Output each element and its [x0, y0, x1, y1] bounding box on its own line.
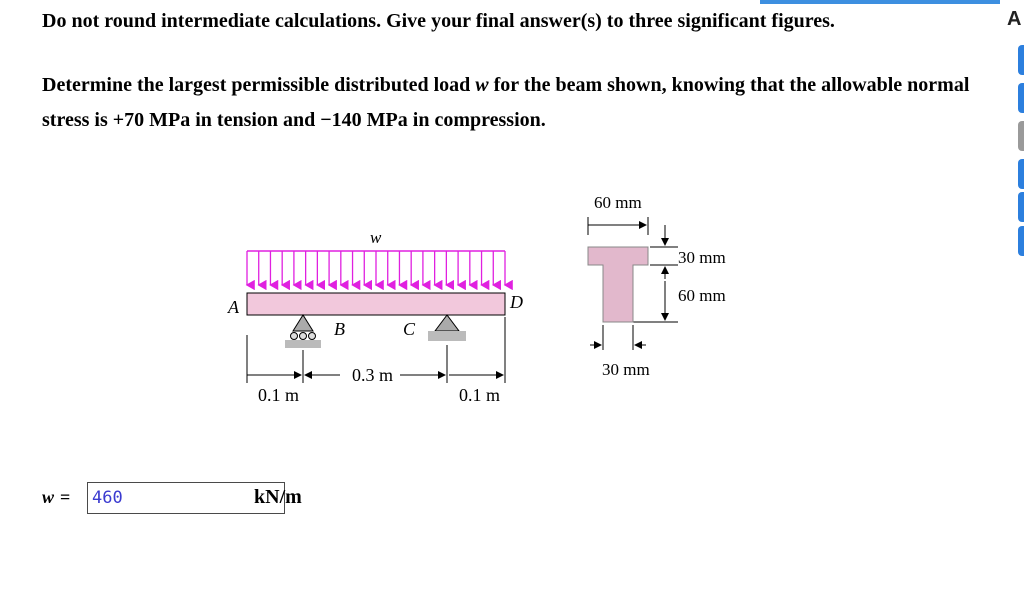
section-web-width-label: 30 mm: [602, 360, 650, 379]
beam-figure: [200, 185, 760, 415]
point-d-label: D: [510, 292, 523, 312]
side-tab-strip: [1018, 0, 1024, 591]
side-tab-4[interactable]: [1018, 159, 1024, 189]
point-a-label: A: [228, 297, 239, 317]
side-tab-6[interactable]: [1018, 226, 1024, 256]
section-top-width-label: 60 mm: [594, 193, 642, 212]
side-tab-3[interactable]: [1018, 121, 1024, 151]
dim-left-label: 0.1 m: [258, 385, 300, 405]
support-c: [428, 315, 466, 341]
support-b: [285, 315, 321, 348]
problem-variable: w: [475, 74, 489, 96]
problem-text-part2: for the beam shown, knowing that the allowable normal stress is +70 MPa in tension and −140 MPa in compression.: [42, 74, 970, 131]
answer-label: [42, 487, 70, 508]
side-tab-5[interactable]: [1018, 192, 1024, 222]
dim-right-label: 0.1 m: [459, 385, 501, 405]
point-c-label: C: [403, 319, 416, 339]
dim-mid-label: 0.3 m: [352, 365, 394, 385]
problem-text-part1: Determine the largest permissible distributed load: [42, 74, 471, 96]
answer-variable: w: [42, 487, 55, 507]
instructions-text: Do not round intermediate calculations. Give your final answer(s) to three significant figures.: [42, 10, 835, 32]
load-arrow-set: [247, 251, 505, 285]
top-accent-bar: [760, 0, 1000, 4]
load-label: w: [370, 228, 382, 247]
corner-label: A: [1007, 8, 1022, 30]
answer-unit: kN/m: [254, 486, 302, 508]
point-b-label: B: [334, 319, 345, 339]
section-flange-height-label: 30 mm: [678, 248, 726, 267]
side-tab-1[interactable]: [1018, 45, 1024, 75]
problem-statement: [42, 68, 972, 138]
answer-equals: =: [60, 487, 71, 507]
beam-body: [247, 293, 505, 315]
side-tab-2[interactable]: [1018, 83, 1024, 113]
section-web-height-label: 60 mm: [678, 286, 726, 305]
tee-section-shape: [588, 247, 648, 322]
